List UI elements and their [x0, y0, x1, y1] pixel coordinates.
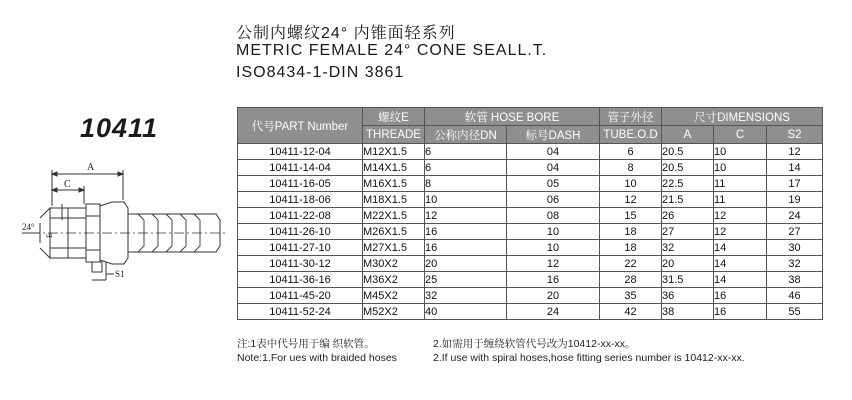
- cell-dn: 40: [425, 304, 507, 320]
- cell-tube-od: 10: [600, 176, 662, 192]
- cell-thread: M30X2: [363, 256, 425, 272]
- label-c: C: [64, 179, 71, 190]
- cell-a: 20.5: [662, 144, 714, 160]
- table-row: [238, 288, 823, 304]
- cell-a: 38: [662, 304, 714, 320]
- table-body: [238, 144, 823, 320]
- label-e: E: [45, 233, 54, 238]
- cell-thread: M14X1.5: [363, 160, 425, 176]
- cell-a: 21.5: [662, 192, 714, 208]
- cell-dash: 04: [507, 144, 600, 160]
- cell-a: 26: [662, 208, 714, 224]
- col-header-tube-od: TUBE.O.D: [600, 126, 662, 144]
- col-header-tube-od-zh: 管子外径: [600, 108, 662, 126]
- col-header-s2: S2: [767, 126, 823, 144]
- cell-dash: 06: [507, 192, 600, 208]
- cell-part-number: 10411-45-20: [238, 288, 363, 304]
- cell-c: 16: [714, 304, 767, 320]
- cell-tube-od: 6: [600, 144, 662, 160]
- part-number: 10411: [80, 113, 159, 143]
- cell-s2: 24: [767, 208, 823, 224]
- cell-dn: 20: [425, 256, 507, 272]
- cell-dash: 05: [507, 176, 600, 192]
- cell-dn: 6: [425, 144, 507, 160]
- cell-thread: M45X2: [363, 288, 425, 304]
- title-block: [236, 20, 547, 86]
- cell-s2: 46: [767, 288, 823, 304]
- cell-dash: 24: [507, 304, 600, 320]
- cell-tube-od: 8: [600, 160, 662, 176]
- table-row: [238, 208, 823, 224]
- cell-tube-od: 18: [600, 240, 662, 256]
- note-2-english: 2.If use with spiral hoses,hose fitting series number is 10412-xx-xx.: [433, 352, 745, 364]
- label-a: A: [87, 162, 95, 173]
- cell-dash: 20: [507, 288, 600, 304]
- cell-dash: 16: [507, 272, 600, 288]
- cell-s2: 38: [767, 272, 823, 288]
- note-1-english: Note:1.For ues with braided hoses: [237, 352, 397, 364]
- col-header-c: C: [714, 126, 767, 144]
- cell-thread: M16X1.5: [363, 176, 425, 192]
- cell-part-number: 10411-36-16: [238, 272, 363, 288]
- cell-dn: 8: [425, 176, 507, 192]
- table-row: [238, 224, 823, 240]
- cell-part-number: 10411-16-05: [238, 176, 363, 192]
- cell-tube-od: 42: [600, 304, 662, 320]
- hex-flat: [92, 262, 102, 272]
- cell-dash: 10: [507, 240, 600, 256]
- cell-s2: 27: [767, 224, 823, 240]
- cell-part-number: 10411-30-12: [238, 256, 363, 272]
- cell-tube-od: 15: [600, 208, 662, 224]
- standard-reference: ISO8434-1-DIN 3861: [236, 64, 405, 81]
- cell-a: 20: [662, 256, 714, 272]
- cell-c: 14: [714, 272, 767, 288]
- col-header-dash: 标号DASH: [507, 126, 600, 144]
- cell-dn: 6: [425, 160, 507, 176]
- cell-c: 12: [714, 208, 767, 224]
- cell-tube-od: 12: [600, 192, 662, 208]
- cell-s2: 17: [767, 176, 823, 192]
- cell-a: 32: [662, 240, 714, 256]
- cell-thread: M12X1.5: [363, 144, 425, 160]
- cell-s2: 12: [767, 144, 823, 160]
- cell-thread: M22X1.5: [363, 208, 425, 224]
- cell-part-number: 10411-14-04: [238, 160, 363, 176]
- cell-part-number: 10411-22-08: [238, 208, 363, 224]
- cell-thread: M36X2: [363, 272, 425, 288]
- cell-tube-od: 18: [600, 224, 662, 240]
- cell-s2: 55: [767, 304, 823, 320]
- cell-part-number: 10411-52-24: [238, 304, 363, 320]
- cell-part-number: 10411-18-06: [238, 192, 363, 208]
- cell-c: 11: [714, 176, 767, 192]
- col-header-hose-bore: 软管 HOSE BORE: [425, 108, 600, 126]
- note-row-english: [237, 352, 837, 368]
- col-header-dimensions: 尺寸DIMENSIONS: [662, 108, 823, 126]
- header-row-top: [238, 108, 823, 126]
- cell-part-number: 10411-27-10: [238, 240, 363, 256]
- cell-c: 16: [714, 288, 767, 304]
- cell-c: 12: [714, 224, 767, 240]
- cell-s2: 30: [767, 240, 823, 256]
- table-row: [238, 192, 823, 208]
- spec-table: [237, 107, 823, 320]
- title-chinese: 公制内螺纹24° 内锥面轻系列: [236, 25, 456, 42]
- table-row: [238, 256, 823, 272]
- cell-c: 11: [714, 192, 767, 208]
- cell-dash: 12: [507, 256, 600, 272]
- table-row: [238, 272, 823, 288]
- cell-a: 36: [662, 288, 714, 304]
- cell-c: 10: [714, 160, 767, 176]
- label-angle: 24°: [22, 222, 35, 232]
- cell-a: 27: [662, 224, 714, 240]
- cell-c: 14: [714, 240, 767, 256]
- cell-thread: M27X1.5: [363, 240, 425, 256]
- cell-dn: 10: [425, 192, 507, 208]
- cell-tube-od: 22: [600, 256, 662, 272]
- cell-dn: 16: [425, 240, 507, 256]
- cell-part-number: 10411-26-10: [238, 224, 363, 240]
- cell-dn: 12: [425, 208, 507, 224]
- label-s1: S1: [115, 269, 125, 279]
- col-header-part: 代号PART Number: [238, 108, 363, 144]
- cell-thread: M52X2: [363, 304, 425, 320]
- cell-a: 31.5: [662, 272, 714, 288]
- cell-part-number: 10411-12-04: [238, 144, 363, 160]
- table-row: [238, 240, 823, 256]
- col-header-a: A: [662, 126, 714, 144]
- note-1-chinese: 注:1表中代号用于编 织软管。: [237, 338, 375, 350]
- col-header-dn: 公称内径DN: [425, 126, 507, 144]
- cell-dash: 08: [507, 208, 600, 224]
- cell-s2: 14: [767, 160, 823, 176]
- cell-s2: 19: [767, 192, 823, 208]
- table-row: [238, 304, 823, 320]
- cell-dn: 16: [425, 224, 507, 240]
- cell-thread: M26X1.5: [363, 224, 425, 240]
- notes: [237, 336, 837, 368]
- note-2-chinese: 2.如需用于缠绕软管代号改为10412-xx-xx。: [433, 338, 636, 350]
- table-row: [238, 176, 823, 192]
- cell-thread: M18X1.5: [363, 192, 425, 208]
- arrow-icon: [52, 172, 57, 176]
- cell-dn: 25: [425, 272, 507, 288]
- note-row-chinese: [237, 336, 837, 352]
- cell-a: 20.5: [662, 160, 714, 176]
- table-row: [238, 160, 823, 176]
- cell-c: 10: [714, 144, 767, 160]
- col-header-thread-en: THREADE: [363, 126, 425, 144]
- cell-a: 22.5: [662, 176, 714, 192]
- cell-dash: 04: [507, 160, 600, 176]
- fitting-drawing: [20, 160, 230, 285]
- cell-dash: 10: [507, 224, 600, 240]
- cell-dn: 32: [425, 288, 507, 304]
- table-row: [238, 144, 823, 160]
- col-header-thread-zh: 螺纹E: [363, 108, 425, 126]
- cell-c: 14: [714, 256, 767, 272]
- cell-tube-od: 28: [600, 272, 662, 288]
- arrow-icon: [118, 172, 123, 176]
- title-english: METRIC FEMALE 24° CONE SEALL.T.: [236, 42, 548, 59]
- cell-tube-od: 35: [600, 288, 662, 304]
- cell-s2: 32: [767, 256, 823, 272]
